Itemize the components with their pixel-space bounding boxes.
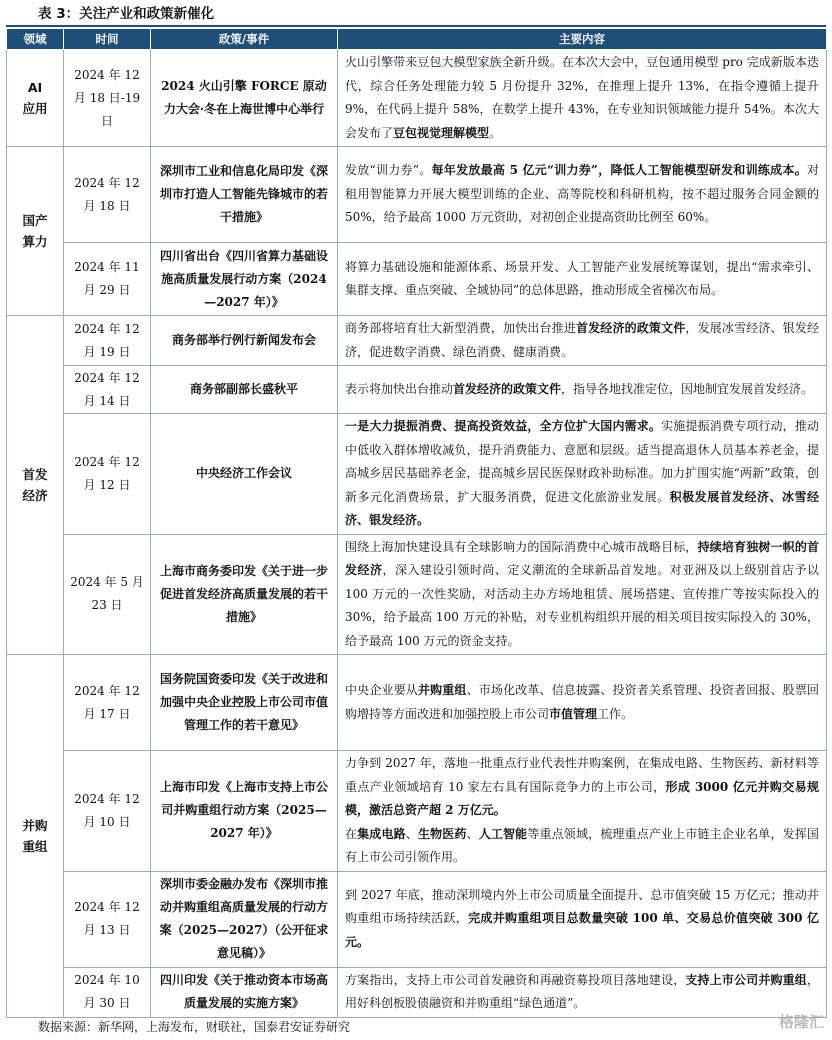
row-content: [338, 243, 827, 316]
row-event: 商务部副部长盛秋平: [151, 366, 338, 414]
body-text: 中央企业要从: [345, 683, 418, 697]
body-text: 表示将加快出台推动: [345, 381, 454, 396]
row-time: 2024 年 12 月 19 日: [64, 316, 151, 366]
body-text: 围绕上海加快建设具有全球影响力的国际消费中心城市战略目标，: [345, 539, 698, 554]
body-text: ，用好科创板股债融资和并购重组“绿色通道”。: [345, 972, 819, 1010]
body-text: 。: [489, 125, 502, 140]
table-row: [7, 655, 827, 751]
watermark-logo: 格隆汇: [778, 1013, 824, 1031]
row-content: [338, 967, 827, 1017]
emphasis-text: 持续培育独树一帜的首发经济: [345, 539, 819, 577]
body-text: 、市场化改革、信息披露、投资者关系管理、投资者回报、股票回购增持等方面改进和加强控股上市公司: [345, 683, 819, 721]
table-title: 表 3：关注产业和政策新催化: [38, 6, 215, 22]
row-event: 上海市印发《上海市支持上市公司并购重组行动方案（2025—2027 年）》: [151, 751, 338, 872]
emphasis-text: 每年发放最高 5 亿元“训力券”，降低人工智能模型研发和训练成本。: [431, 163, 807, 178]
table-row: [7, 751, 827, 872]
row-event: 商务部举行例行新闻发布会: [151, 316, 338, 366]
row-content: [338, 50, 827, 147]
emphasis-text: 市值管理: [549, 706, 598, 721]
row-time: 2024 年 10 月 30 日: [64, 967, 151, 1017]
emphasis-text: 形成 3000 亿元并购交易规模，激活总资产超 2 万亿元。: [345, 779, 819, 817]
emphasis-text: 支持上市公司并购重组: [685, 972, 807, 987]
body-text: ，深入建设引领时尚、定义潮流的全球新品首发地。对亚洲及以上级别首店予以 100 万元的一次性奖励，对活动主办方场地租赁、展场搭建、宣传推广等按实际投入的 30%，给予最高 100 万元的补贴，对专业机构组织开展的相关项目按实际投入的 30%，给予最高 100 万元的资金支持。: [345, 563, 819, 648]
body-text: 将算力基础设施和能源体系、场景开发、人工智能产业发展统筹谋划，提出“需求牵引、集群支撑、重点突破、全域协同”的总体思路，推动形成全省梯次布局。: [345, 259, 819, 297]
body-text: ，指导各地找准定位，因地制宜发展首发经济。: [561, 381, 814, 396]
body-text: 、: [405, 826, 418, 841]
row-time: 2024 年 12 月 18 日: [64, 147, 151, 243]
row-event: 中央经济工作会议: [151, 414, 338, 535]
row-time: 2024 年 12 月 17 日: [64, 655, 151, 751]
body-text: 方案指出，支持上市公司首发融资和再融资募投项目落地建设，: [345, 972, 686, 987]
row-time: 2024 年 12 月 10 日: [64, 751, 151, 872]
table-row: [7, 243, 827, 316]
row-content: [338, 147, 827, 243]
data-source: 数据来源：新华网，上海发布，财联社，国泰君安证券研究: [38, 1020, 351, 1034]
row-event: 国务院国资委印发《关于改进和加强中央企业控股上市公司市值管理工作的若干意见》: [151, 655, 338, 751]
emphasis-text: 首发经济的政策文件: [453, 381, 562, 396]
row-time: 2024 年 12 月 18 日-19 日: [64, 50, 151, 147]
row-event: 四川印发《关于推动资本市场高质量发展的实施方案》: [151, 967, 338, 1017]
table-row: [7, 147, 827, 243]
header-content: 主要内容: [338, 29, 827, 50]
table-row: [7, 871, 827, 967]
body-text: 、: [466, 826, 479, 841]
body-text: 在: [345, 826, 358, 841]
row-content: [338, 534, 827, 655]
row-content: [338, 366, 827, 414]
table-row: [7, 967, 827, 1017]
emphasis-text: 完成并购重组项目总数量突破 100 单、交易总价值突破 300 亿元。: [345, 911, 819, 949]
row-time: 2024 年 12 月 13 日: [64, 871, 151, 967]
row-event: 上海市商务委印发《关于进一步促进首发经济高质量发展的若干措施》: [151, 534, 338, 655]
table-row: [7, 50, 827, 147]
body-text: 等重点领域，梳理重点产业上市链主企业名单，发挥国有上市公司引领作用。: [345, 826, 819, 864]
row-content: [338, 655, 827, 751]
row-content: [338, 751, 827, 872]
emphasis-text: 并购重组: [417, 683, 467, 697]
header-event: 政策/事件: [151, 29, 338, 50]
emphasis-text: 首发经济的政策文件: [575, 321, 686, 335]
row-content: [338, 414, 827, 535]
emphasis-text: 生物医药: [417, 826, 467, 841]
header-row: [7, 29, 827, 50]
body-text: 商务部将培育壮大新型消费，加快出台推进: [345, 321, 576, 335]
emphasis-text: 一是大力提振消费、提高投资效益，全方位扩大国内需求。: [345, 419, 662, 433]
table-row: [7, 534, 827, 655]
body-text: 火山引擎带来豆包大模型家族全新升级。在本次大会中，豆包通用模型 pro 完成新版本迭代，综合任务处理能力较 5 月份提升 32%，在推理上提升 13%，在指令遵循上提升 9%，在代码上提升 58%，在数学上提升 43%，在专业知识领域能力提升 54%。本次大会发布了: [345, 55, 819, 140]
emphasis-text: 集成电路: [357, 826, 406, 841]
body-text: 实施提振消费专项行动，推动中低收入群体增收减负，提升消费能力、意愿和层级。适当提高退休人员基本养老金，提高城乡居民基础养老金，提高城乡居民医保财政补助标准。加力扩围实施“两新”政策，创新多元化消费场景，扩大服务消费，促进文化旅游业发展。: [345, 419, 819, 504]
row-event: 2024 火山引擎 FORCE 原动力大会·冬在上海世博中心举行: [151, 50, 338, 147]
domain-ai: AI 应用: [7, 50, 64, 147]
policy-table: [6, 28, 827, 1018]
emphasis-text: 人工智能: [478, 826, 528, 841]
emphasis-text: 豆包视觉理解模型: [393, 125, 490, 140]
table-row: [7, 414, 827, 535]
header-domain: 领域: [7, 29, 64, 50]
row-time: 2024 年 12 月 14 日: [64, 366, 151, 414]
body-text: ，发展冰雪经济、银发经济，促进数字消费、绿色消费、健康消费。: [345, 321, 819, 359]
table-row: [7, 366, 827, 414]
row-event: 深圳市委金融办发布《深圳市推动并购重组高质量发展的行动方案（2025—2027）（公开征求意见稿）》: [151, 871, 338, 967]
row-event: 四川省出台《四川省算力基础设施高质量发展行动方案（2024—2027 年）》: [151, 243, 338, 316]
body-text: 到 2027 年底，推动深圳境内外上市公司质量全面提升、总市值突破 15 万亿元；推动并购重组市场持续活跃，: [345, 887, 819, 926]
domain-compute: 国产 算力: [7, 147, 64, 316]
header-time: 时间: [64, 29, 151, 50]
body-text: 发放“训力券”。: [345, 163, 432, 178]
emphasis-text: 积极发展首发经济、冰雪经济、银发经济。: [345, 489, 819, 527]
row-time: 2024 年 5 月 23 日: [64, 534, 151, 655]
body-text: 力争到 2027 年，落地一批重点行业代表性并购案例，在集成电路、生物医药、新材料等重点产业领域培育 10 家左右具有国际竞争力的上市公司，: [345, 756, 819, 794]
title-rule: [6, 25, 826, 27]
row-time: 2024 年 11 月 29 日: [64, 243, 151, 316]
row-event: 深圳市工业和信息化局印发《深圳市打造人工智能先锋城市的若干措施》: [151, 147, 338, 243]
domain-merger: 并购 重组: [7, 655, 64, 1018]
row-time: 2024 年 12 月 12 日: [64, 414, 151, 535]
body-text: 工作。: [597, 706, 634, 721]
domain-first: 首发 经济: [7, 316, 64, 655]
row-content: [338, 871, 827, 967]
body-text: 对租用智能算力开展大模型训练的企业、高等院校和科研机构，按不超过服务合同金额的 50%，给予最高 1000 万元资助，对初创企业提高资助比例至 60%。: [345, 163, 819, 225]
row-content: [338, 316, 827, 366]
table-row: [7, 316, 827, 366]
